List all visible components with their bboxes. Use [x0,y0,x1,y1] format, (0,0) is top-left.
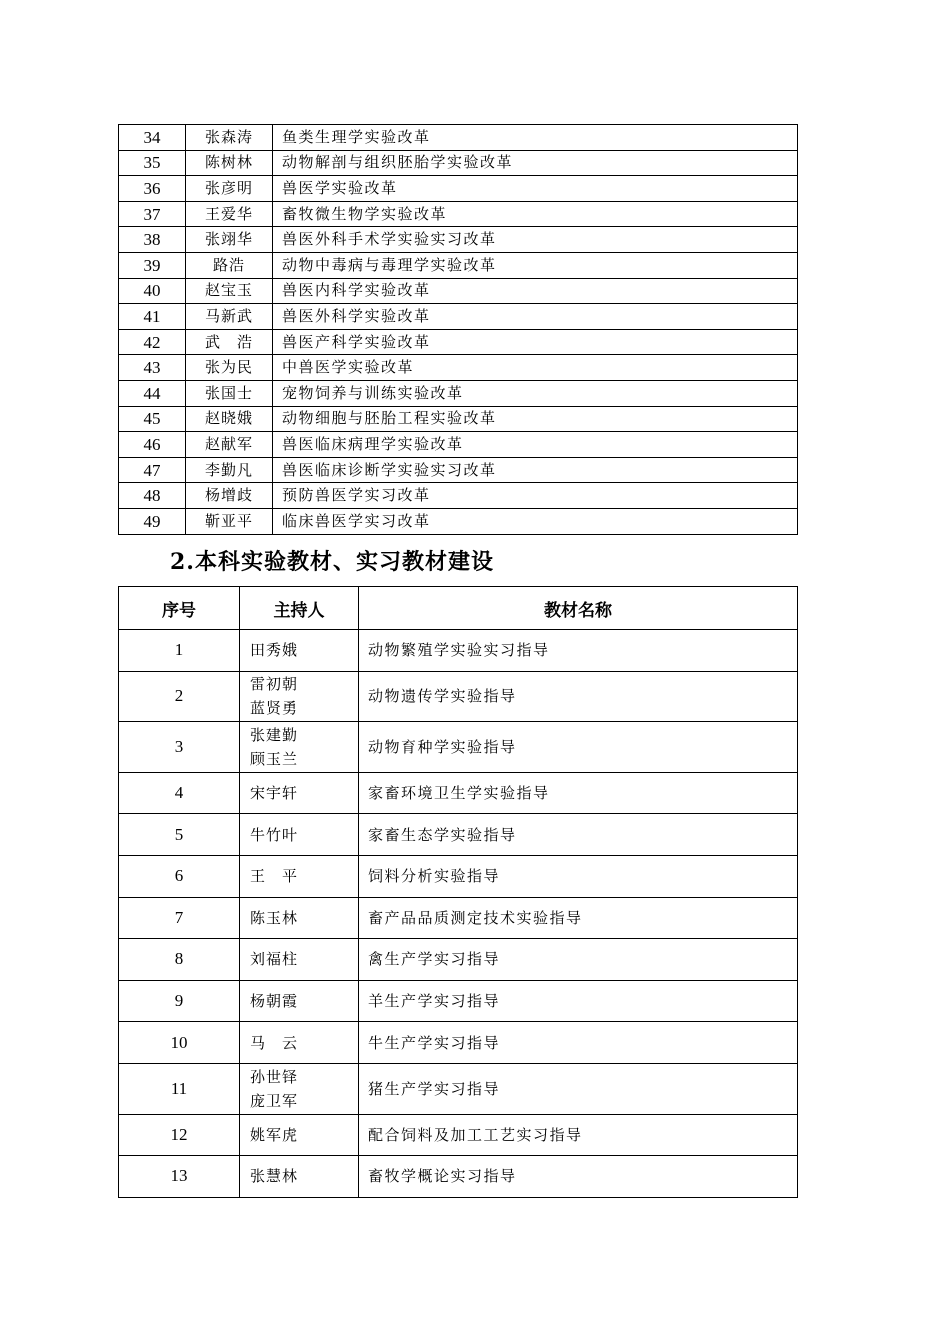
project-title: 预防兽医学实习改革 [273,483,798,509]
table-row [119,457,798,483]
host-name: 张建勤 [250,725,299,744]
table-row [119,722,798,773]
table-row [119,227,798,253]
table-row [119,176,798,202]
row-number: 5 [119,814,240,856]
project-title: 兽医外科手术学实验实习改革 [273,227,798,253]
table-row [119,897,798,939]
header-title: 教材名称 [359,587,798,630]
table-row [119,1022,798,1064]
row-number: 40 [119,278,186,304]
row-number: 43 [119,355,186,381]
host-name: 刘福柱 [250,950,299,969]
row-number: 37 [119,201,186,227]
host-cell [240,897,359,939]
person-name: 靳亚平 [186,508,273,534]
row-number: 13 [119,1156,240,1198]
person-name: 赵晓娥 [186,406,273,432]
person-name: 马新武 [186,304,273,330]
table-row [119,432,798,458]
textbook-title: 动物繁殖学实验实习指导 [359,630,798,672]
host-name: 张慧林 [250,1167,299,1186]
host-name: 蓝贤勇 [250,699,299,718]
host-cell [240,671,359,722]
row-number: 11 [119,1063,240,1114]
row-number: 41 [119,304,186,330]
table-row [119,406,798,432]
host-cell [240,814,359,856]
row-number: 45 [119,406,186,432]
project-title: 兽医临床诊断学实验实习改革 [273,457,798,483]
host-cell [240,1022,359,1064]
textbook-title: 家畜环境卫生学实验指导 [359,772,798,814]
row-number: 36 [119,176,186,202]
project-title: 兽医临床病理学实验改革 [273,432,798,458]
table-row [119,380,798,406]
table-row [119,125,798,151]
table-row [119,630,798,672]
textbook-table [118,586,798,1198]
table-row [119,201,798,227]
host-name: 雷初朝 [250,675,299,694]
row-number: 46 [119,432,186,458]
project-title: 中兽医学实验改革 [273,355,798,381]
host-name: 宋宇轩 [250,784,299,803]
table-row [119,1114,798,1156]
row-number: 6 [119,855,240,897]
row-number: 8 [119,939,240,981]
project-title: 兽医学实验改革 [273,176,798,202]
person-name: 赵宝玉 [186,278,273,304]
host-cell [240,1114,359,1156]
project-title: 兽医内科学实验改革 [273,278,798,304]
textbook-title: 畜牧学概论实习指导 [359,1156,798,1198]
row-number: 4 [119,772,240,814]
textbook-title: 家畜生态学实验指导 [359,814,798,856]
project-title: 临床兽医学实习改革 [273,508,798,534]
project-title: 鱼类生理学实验改革 [273,125,798,151]
host-name: 田秀娥 [250,641,299,660]
person-name: 路浩 [186,252,273,278]
project-title: 宠物饲养与训练实验改革 [273,380,798,406]
table-row [119,814,798,856]
reform-project-table-body [119,125,798,535]
table-row [119,355,798,381]
host-cell [240,1063,359,1114]
host-name: 孙世铎 [250,1067,299,1086]
row-number: 3 [119,722,240,773]
row-number: 9 [119,980,240,1022]
textbook-title: 羊生产学实习指导 [359,980,798,1022]
row-number: 44 [119,380,186,406]
row-number: 10 [119,1022,240,1064]
table-row [119,1156,798,1198]
table-row [119,855,798,897]
host-cell [240,772,359,814]
textbook-title: 猪生产学实习指导 [359,1063,798,1114]
table-row [119,150,798,176]
person-name: 张彦明 [186,176,273,202]
row-number: 35 [119,150,186,176]
textbook-table-header-row [119,587,798,630]
row-number: 7 [119,897,240,939]
row-number: 42 [119,329,186,355]
header-host: 主持人 [240,587,359,630]
textbook-table-body [119,630,798,1198]
host-name: 牛竹叶 [250,825,299,844]
row-number: 48 [119,483,186,509]
host-cell [240,855,359,897]
host-name: 姚军虎 [250,1125,299,1144]
host-cell [240,630,359,672]
host-cell [240,722,359,773]
host-cell [240,1156,359,1198]
project-title: 动物解剖与组织胚胎学实验改革 [273,150,798,176]
person-name: 武 浩 [186,329,273,355]
table-row [119,329,798,355]
host-cell [240,939,359,981]
textbook-title: 畜产品品质测定技术实验指导 [359,897,798,939]
host-cell [240,980,359,1022]
table-row [119,980,798,1022]
host-name: 陈玉林 [250,908,299,927]
row-number: 49 [119,508,186,534]
person-name: 陈树林 [186,150,273,176]
host-name: 马 云 [250,1033,299,1052]
person-name: 王爱华 [186,201,273,227]
person-name: 张为民 [186,355,273,381]
person-name: 李勤凡 [186,457,273,483]
table-row [119,304,798,330]
person-name: 杨增歧 [186,483,273,509]
table-row [119,939,798,981]
table-row [119,772,798,814]
table-row [119,278,798,304]
row-number: 12 [119,1114,240,1156]
table-row [119,1063,798,1114]
textbook-title: 牛生产学实习指导 [359,1022,798,1064]
host-name: 杨朝霞 [250,992,299,1011]
table-row [119,671,798,722]
person-name: 张森涛 [186,125,273,151]
textbook-title: 配合饲料及加工工艺实习指导 [359,1114,798,1156]
textbook-title: 饲料分析实验指导 [359,855,798,897]
row-number: 38 [119,227,186,253]
table-row [119,508,798,534]
header-no: 序号 [119,587,240,630]
textbook-title: 动物遗传学实验指导 [359,671,798,722]
row-number: 34 [119,125,186,151]
textbook-title: 动物育种学实验指导 [359,722,798,773]
project-title: 动物细胞与胚胎工程实验改革 [273,406,798,432]
host-name: 王 平 [250,867,299,886]
project-title: 畜牧微生物学实验改革 [273,201,798,227]
host-name: 庞卫军 [250,1091,299,1110]
project-title: 兽医外科学实验改革 [273,304,798,330]
person-name: 张翊华 [186,227,273,253]
textbook-title: 禽生产学实习指导 [359,939,798,981]
project-title: 兽医产科学实验改革 [273,329,798,355]
row-number: 2 [119,671,240,722]
row-number: 47 [119,457,186,483]
section-heading: 2.本科实验教材、实习教材建设 [170,549,494,575]
table-row [119,252,798,278]
row-number: 39 [119,252,186,278]
reform-project-table [118,124,798,535]
person-name: 张国士 [186,380,273,406]
row-number: 1 [119,630,240,672]
project-title: 动物中毒病与毒理学实验改革 [273,252,798,278]
table-row [119,483,798,509]
host-name: 顾玉兰 [250,749,299,768]
person-name: 赵献军 [186,432,273,458]
